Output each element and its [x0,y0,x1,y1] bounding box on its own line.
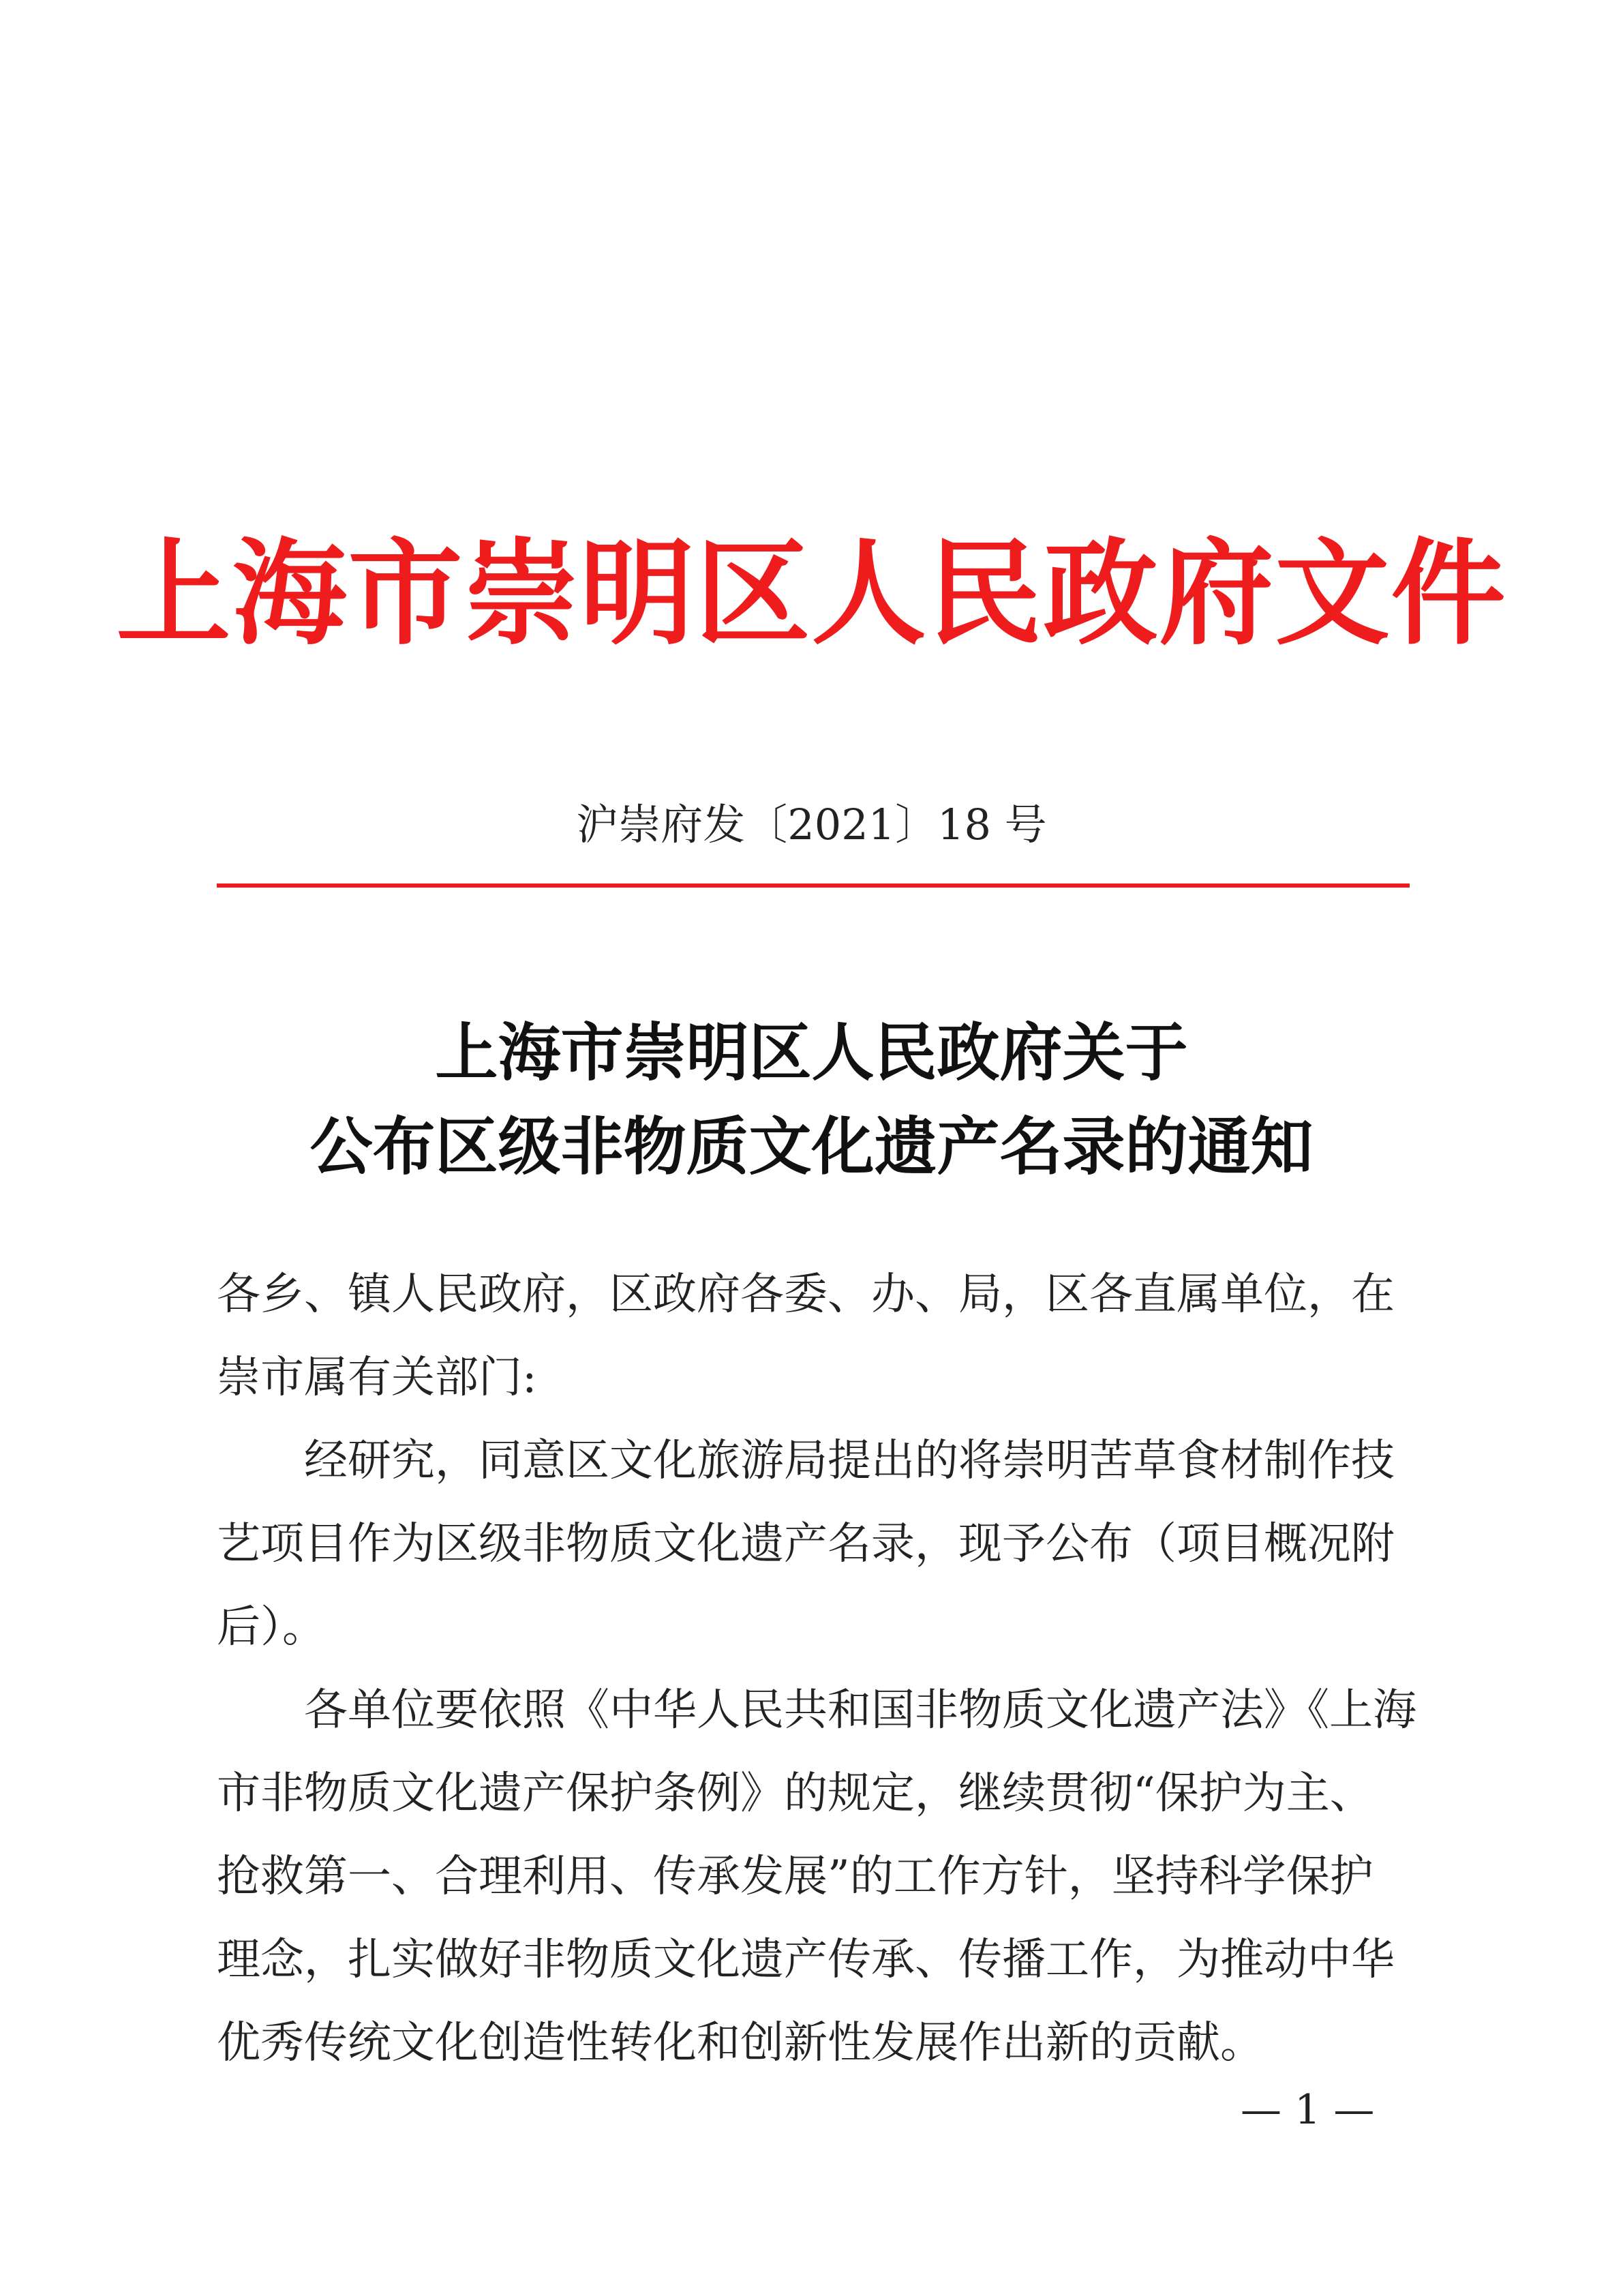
page-number: — 1 — [1241,2086,1375,2134]
document-title-line-1: 上海市崇明区人民政府关于 [435,1016,1188,1089]
document-title-line-2: 公布区级非物质文化遗产名录的通知 [309,1110,1314,1183]
document-number: 沪崇府发〔2021〕18 号 [576,800,1047,849]
salutation: 各乡、镇人民政府，区政府各委、办、局，区各直属单位，在崇市属有关部门: [217,1269,1395,1403]
document-title [0,1006,1623,1194]
body-paragraph-1: 经研究，同意区文化旅游局提出的将崇明苦草食材制作技艺项目作为区级非物质文化遗产名录，现予公布（项目概况附后）。 [217,1436,1395,1652]
document-body [217,1253,1416,2085]
masthead-title: 上海市崇明区人民政府文件 [116,526,1507,661]
body-paragraph-2: 各单位要依照《中华人民共和国非物质文化遗产法》《上海市非物质文化遗产保护条例》的规定，继续贯彻“保护为主、抢救第一、合理利用、传承发展”的工作方针，坚持科学保护理念，扎实做好非物质文化遗产传承、传播工作，为推动中华优秀传统文化创造性转化和创新性发展作出新的贡献。 [217,1685,1416,2068]
red-divider-line [217,883,1410,888]
